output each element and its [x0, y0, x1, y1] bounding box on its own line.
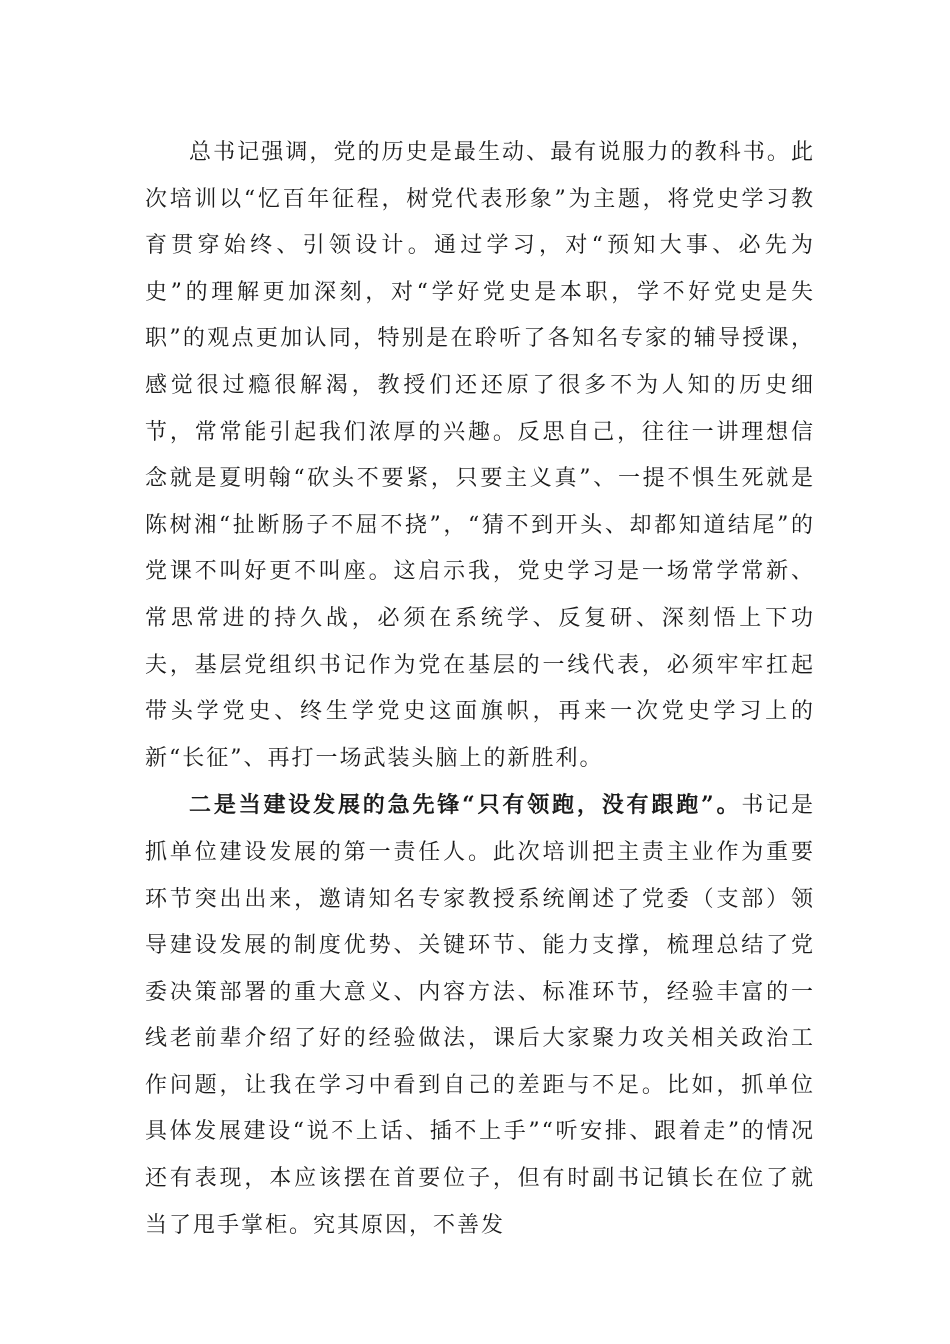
- paragraph-2: [145, 782, 815, 1249]
- paragraph-2-lead: 二是当建设发展的急先锋“只有领跑，没有跟跑”。: [189, 792, 742, 819]
- paragraph-2-body: 书记是抓单位建设发展的第一责任人。此次培训把主责主业作为重要环节突出出来，邀请知名专家教授系统阐述了党委（支部）领导建设发展的制度优势、关键环节、能力支撑，梳理总结了党委决策部署的重大意义、内容方法、标准环节，经验丰富的一线老前辈介绍了好的经验做法，课后大家聚力攻关相关政治工作问题，让我在学习中看到自己的差距与不足。比如，抓单位具体发展建设“说不上话、插不上手”“听安排、跟着走”的情况还有表现，本应该摆在首要位子，但有时副书记镇长在位了就当了甩手掌柜。究其原因，不善发: [145, 793, 815, 1238]
- paragraph-1: 总书记强调，党的历史是最生动、最有说服力的教科书。此次培训以“忆百年征程，树党代表形象”为主题，将党史学习教育贯穿始终、引领设计。通过学习，对“预知大事、必先为史”的理解更加深刻，对“学好党史是本职，学不好党史是失职”的观点更加认同，特别是在聆听了各知名专家的辅导授课，感觉很过瘾很解渴，教授们还还原了很多不为人知的历史细节，常常能引起我们浓厚的兴趣。反思自己，往往一讲理想信念就是夏明翰“砍头不要紧，只要主义真”、一提不惧生死就是陈树湘“扯断肠子不屈不挠”，“猜不到开头、却都知道结尾”的党课不叫好更不叫座。这启示我，党史学习是一场常学常新、常思常进的持久战，必须在系统学、反复研、深刻悟上下功夫，基层党组织书记作为党在基层的一线代表，必须牢牢扛起带头学党史、终生学党史这面旗帜，再来一次党史学习上的新“长征”、再打一场武装头脑上的新胜利。: [145, 140, 815, 771]
- document-body: [145, 130, 815, 1249]
